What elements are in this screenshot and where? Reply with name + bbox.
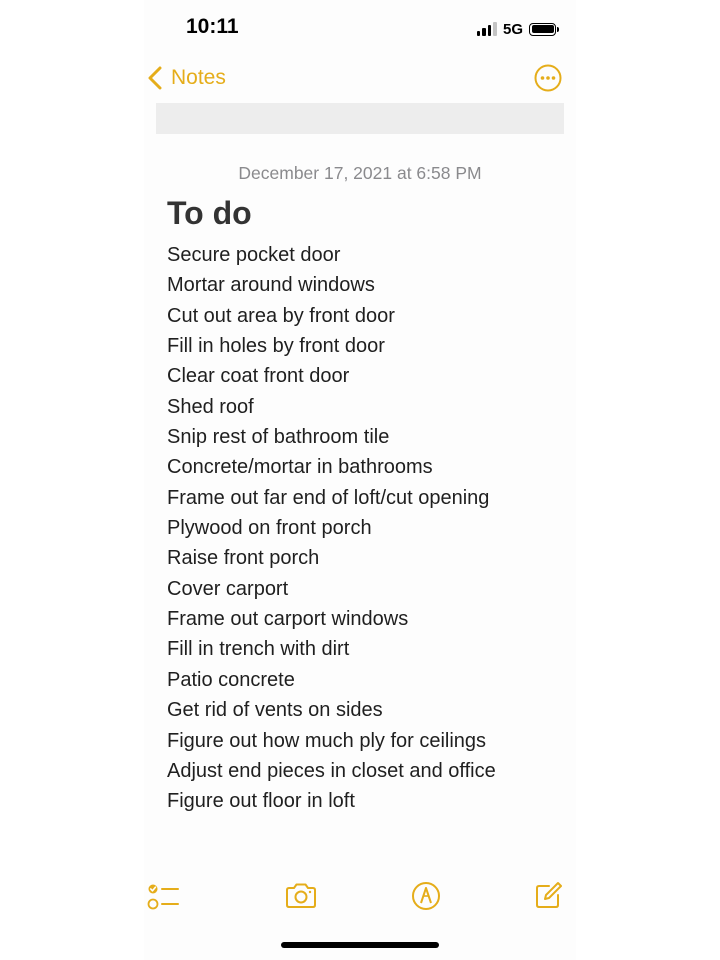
camera-button[interactable] — [283, 878, 319, 914]
note-body[interactable] — [167, 240, 496, 817]
note-date: December 17, 2021 at 6:58 PM — [238, 163, 482, 183]
compose-button[interactable] — [530, 878, 566, 914]
note-line[interactable]: Frame out carport windows — [167, 608, 409, 631]
back-button[interactable] — [148, 62, 226, 94]
note-line[interactable]: Get rid of vents on sides — [167, 699, 383, 722]
back-button-label: Notes — [171, 66, 226, 89]
checklist-button[interactable] — [146, 878, 182, 914]
chevron-left-icon — [148, 66, 162, 90]
ellipsis-circle-icon — [534, 64, 562, 92]
note-line[interactable]: Shed roof — [167, 395, 254, 418]
status-time: 10:11 — [186, 15, 239, 38]
status-indicators — [477, 18, 556, 40]
note-line[interactable]: Cut out area by front door — [167, 304, 395, 327]
camera-icon — [283, 881, 319, 911]
note-line[interactable]: Raise front porch — [167, 547, 320, 570]
more-options-button[interactable] — [534, 64, 562, 92]
notes-app-screen — [144, 0, 576, 960]
note-line[interactable]: Fill in trench with dirt — [167, 638, 350, 661]
note-title[interactable]: To do — [167, 195, 252, 231]
note-line[interactable]: Snip rest of bathroom tile — [167, 426, 390, 449]
note-line[interactable]: Frame out far end of loft/cut opening — [167, 486, 490, 509]
search-bar-placeholder[interactable] — [156, 103, 564, 134]
note-line[interactable]: Cover carport — [167, 577, 289, 600]
checklist-icon — [147, 881, 181, 911]
bottom-toolbar — [144, 878, 576, 914]
compose-icon — [532, 880, 564, 912]
markup-pen-icon — [410, 880, 442, 912]
note-line[interactable]: Figure out how much ply for ceilings — [167, 729, 487, 752]
note-line[interactable]: Patio concrete — [167, 668, 295, 691]
note-line[interactable]: Adjust end pieces in closet and office — [167, 759, 496, 782]
note-line[interactable]: Mortar around windows — [167, 274, 375, 297]
network-type-label: 5G — [502, 20, 523, 38]
note-line[interactable]: Fill in holes by front door — [167, 335, 385, 358]
note-line[interactable]: Secure pocket door — [167, 244, 341, 266]
home-indicator[interactable] — [281, 942, 439, 948]
note-line[interactable]: Concrete/mortar in bathrooms — [167, 456, 433, 479]
battery-icon — [529, 23, 556, 36]
note-line[interactable]: Plywood on front porch — [167, 517, 372, 540]
markup-button[interactable] — [408, 878, 444, 914]
battery-fill — [532, 25, 554, 33]
cellular-signal-icon — [477, 22, 497, 36]
note-line[interactable]: Clear coat front door — [167, 365, 350, 388]
note-line[interactable]: Figure out floor in loft — [167, 790, 355, 813]
